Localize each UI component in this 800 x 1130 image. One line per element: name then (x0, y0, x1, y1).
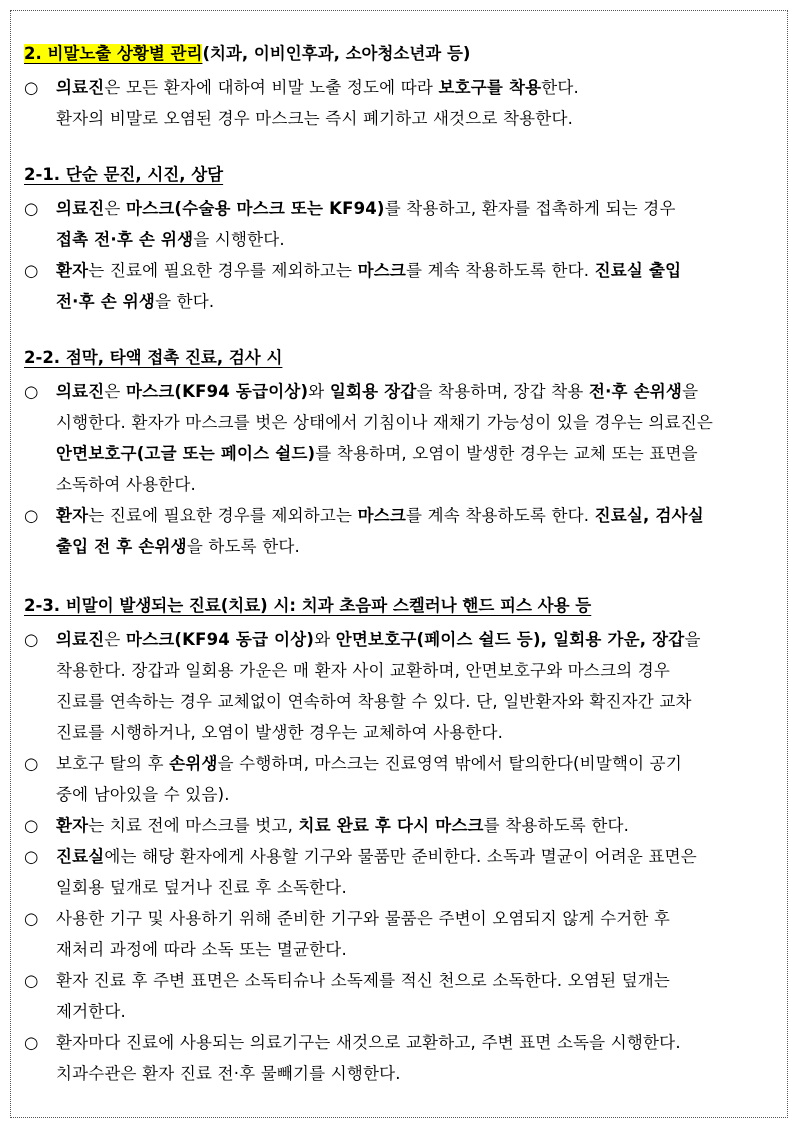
circle-bullet-icon: ○ (24, 506, 39, 525)
circle-bullet-icon: ○ (24, 199, 39, 218)
circle-bullet-icon: ○ (24, 971, 39, 990)
list-item: ○ 환자 진료 후 주변 표면은 소독티슈나 소독제를 적신 천으로 소독한다. 오염된 덮개는 제거한다. (24, 965, 784, 1027)
section-2 (24, 42, 784, 134)
section-2-2 (24, 346, 784, 562)
section-2-3 (24, 594, 784, 1089)
list-item: ○ 보호구 탈의 후 손위생을 수행하며, 마스크는 진료영역 밖에서 탈의한다(비말핵이 공기 중에 남아있을 수 있음). (24, 748, 784, 810)
section-2-2-title: 2-2. 점막, 타액 접촉 진료, 검사 시 (24, 348, 283, 367)
list-item: ○ 환자마다 진료에 사용되는 의료기구는 새것으로 교환하고, 주변 표면 소독을 시행한다. 치과수관은 환자 진료 전·후 물빼기를 시행한다. (24, 1027, 784, 1089)
section-2-title: 2. 비말노출 상황별 관리(치과, 이비인후과, 소아청소년과 등) (24, 44, 471, 63)
section-2-1 (24, 163, 784, 317)
list-item: ○ 의료진은 마스크(수술용 마스크 또는 KF94)를 착용하고, 환자를 접촉하게 되는 경우 접촉 전·후 손 위생을 시행한다. (24, 193, 784, 255)
section-2-3-title: 2-3. 비말이 발생되는 진료(치료) 시: 치과 초음파 스켈러나 핸드 피스 사용 등 (24, 596, 592, 615)
list-item: ○ 환자는 치료 전에 마스크를 벗고, 치료 완료 후 다시 마스크를 착용하도록 한다. (24, 810, 784, 841)
circle-bullet-icon: ○ (24, 847, 39, 866)
section-2-1-title: 2-1. 단순 문진, 시진, 상담 (24, 165, 224, 184)
list-item: ○ 환자는 진료에 필요한 경우를 제외하고는 마스크를 계속 착용하도록 한다. 진료실, 검사실 출입 전 후 손위생을 하도록 한다. (24, 500, 784, 562)
list-item: ○ 의료진은 마스크(KF94 동급이상)와 일회용 장갑을 착용하며, 장갑 착용 전·후 손위생을 시행한다. 환자가 마스크를 벗은 상태에서 기침이나 재채기 가능성이 있을 경우는 의료진은 안면보호구(고글 또는 페이스 쉴드)를 착용하며, 오염이 발생한 경우는 교체 또는 표면을 소독하여 사용한다. (24, 376, 784, 500)
circle-bullet-icon: ○ (24, 1033, 39, 1052)
list-item: ○ 진료실에는 해당 환자에게 사용할 기구와 물품만 준비한다. 소독과 멸균이 어려운 표면은 일회용 덮개로 덮거나 진료 후 소독한다. (24, 841, 784, 903)
circle-bullet-icon: ○ (24, 754, 39, 773)
list-item: ○ 사용한 기구 및 사용하기 위해 준비한 기구와 물품은 주변이 오염되지 않게 수거한 후 재처리 과정에 따라 소독 또는 멸균한다. (24, 903, 784, 965)
circle-bullet-icon: ○ (24, 630, 39, 649)
circle-bullet-icon: ○ (24, 816, 39, 835)
list-item: ○ 환자는 진료에 필요한 경우를 제외하고는 마스크를 계속 착용하도록 한다. 진료실 출입 전·후 손 위생을 한다. (24, 255, 784, 317)
list-item: ○ 의료진은 모든 환자에 대하여 비말 노출 정도에 따라 보호구를 착용한다. 환자의 비말로 오염된 경우 마스크는 즉시 폐기하고 새것으로 착용한다. (24, 72, 784, 134)
circle-bullet-icon: ○ (24, 909, 39, 928)
circle-bullet-icon: ○ (24, 261, 39, 280)
circle-bullet-icon: ○ (24, 382, 39, 401)
list-item: ○ 의료진은 마스크(KF94 동급 이상)와 안면보호구(페이스 쉴드 등), 일회용 가운, 장갑을 착용한다. 장갑과 일회용 가운은 매 환자 사이 교환하며, 안면보호구와 마스크의 경우 진료를 연속하는 경우 교체없이 연속하여 착용할 수 있다. 단, 일반환자와 확진자간 교차 진료를 시행하거나, 오염이 발생한 경우는 교체하여 사용한다. (24, 624, 784, 748)
circle-bullet-icon: ○ (24, 78, 39, 97)
